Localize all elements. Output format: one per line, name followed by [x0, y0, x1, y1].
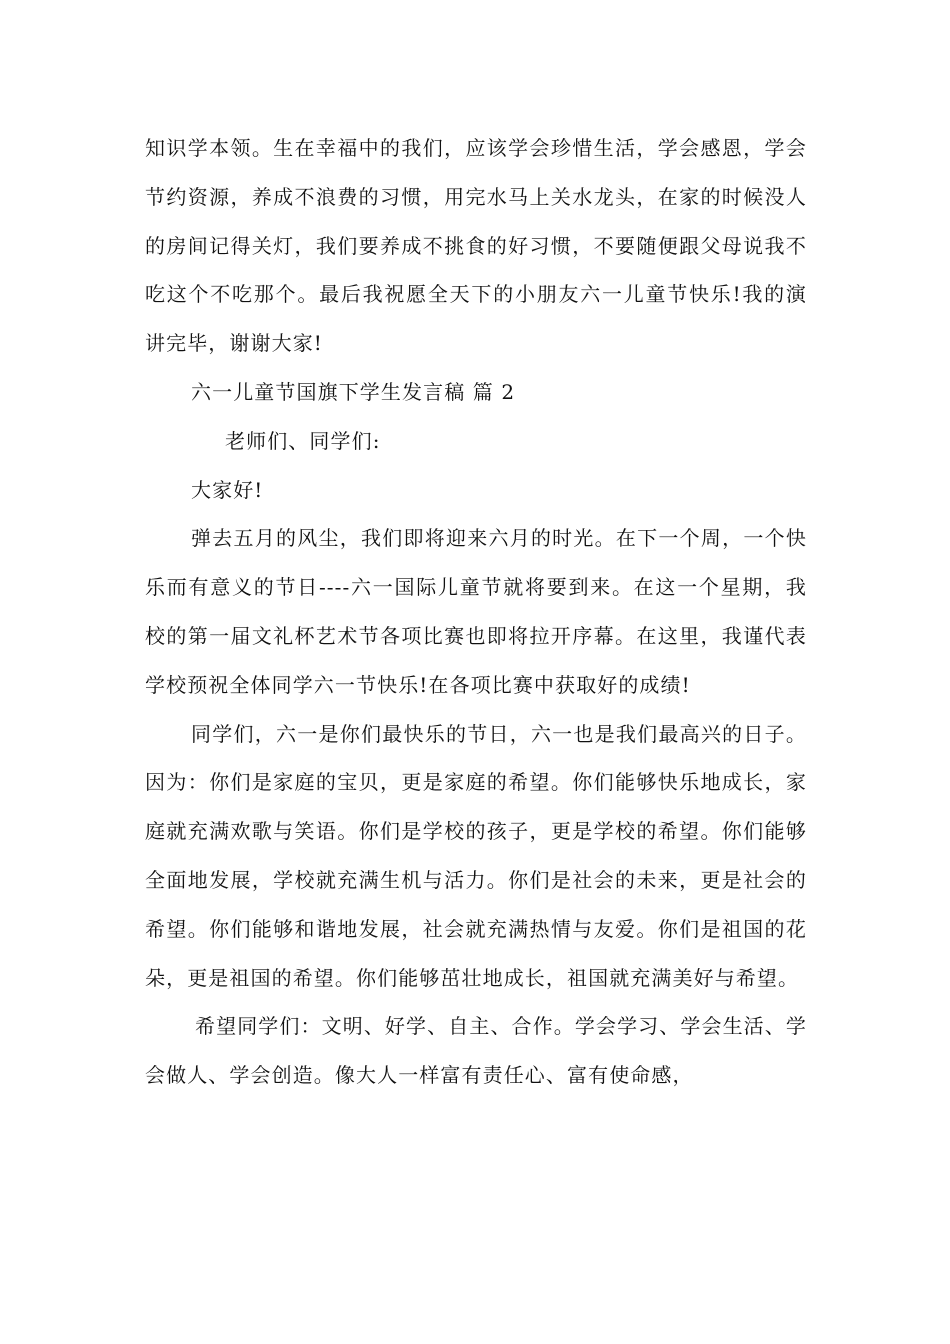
paragraph-opening: 弹去五月的风尘，我们即将迎来六月的时光。在下一个周，一个快乐而有意义的节日----六一国际儿童节就将要到来。在这一个星期，我校的第一届文礼杯艺术节各项比赛也即将拉开序幕。在这里，我谨代表学校预祝全体同学六一节快乐!在各项比赛中获取好的成绩! — [145, 526, 807, 697]
document-body — [145, 124, 807, 1100]
paragraph-body: 同学们，六一是你们最快乐的节日，六一也是我们最高兴的日子。因为：你们是家庭的宝贝，更是家庭的希望。你们能够快乐地成长，家庭就充满欢歌与笑语。你们是学校的孩子，更是学校的希望。你们能够全面地发展，学校就充满生机与活力。你们是社会的未来，更是社会的希望。你们能够和谐地发展，社会就充满热情与友爱。你们是祖国的花朵，更是祖国的希望。你们能够茁壮地成长，祖国就充满美好与希望。 — [145, 721, 807, 990]
paragraph-continuation: 知识学本领。生在幸福中的我们，应该学会珍惜生活，学会感恩，学会节约资源，养成不浪费的习惯，用完水马上关水龙头，在家的时候没人的房间记得关灯，我们要养成不挑食的好习惯，不要随便跟父母说我不吃这个不吃那个。最后我祝愿全天下的小朋友六一儿童节快乐!我的演讲完毕，谢谢大家! — [145, 136, 807, 356]
section-heading: 六一儿童节国旗下学生发言稿 篇 2 — [191, 379, 516, 404]
salutation: 老师们、同学们: — [225, 428, 381, 453]
greeting: 大家好! — [191, 477, 264, 502]
paragraph-hope: 希望同学们：文明、好学、自主、合作。学会学习、学会生活、学会做人、学会创造。像大人一样富有责任心、富有使命感， — [145, 1014, 807, 1088]
